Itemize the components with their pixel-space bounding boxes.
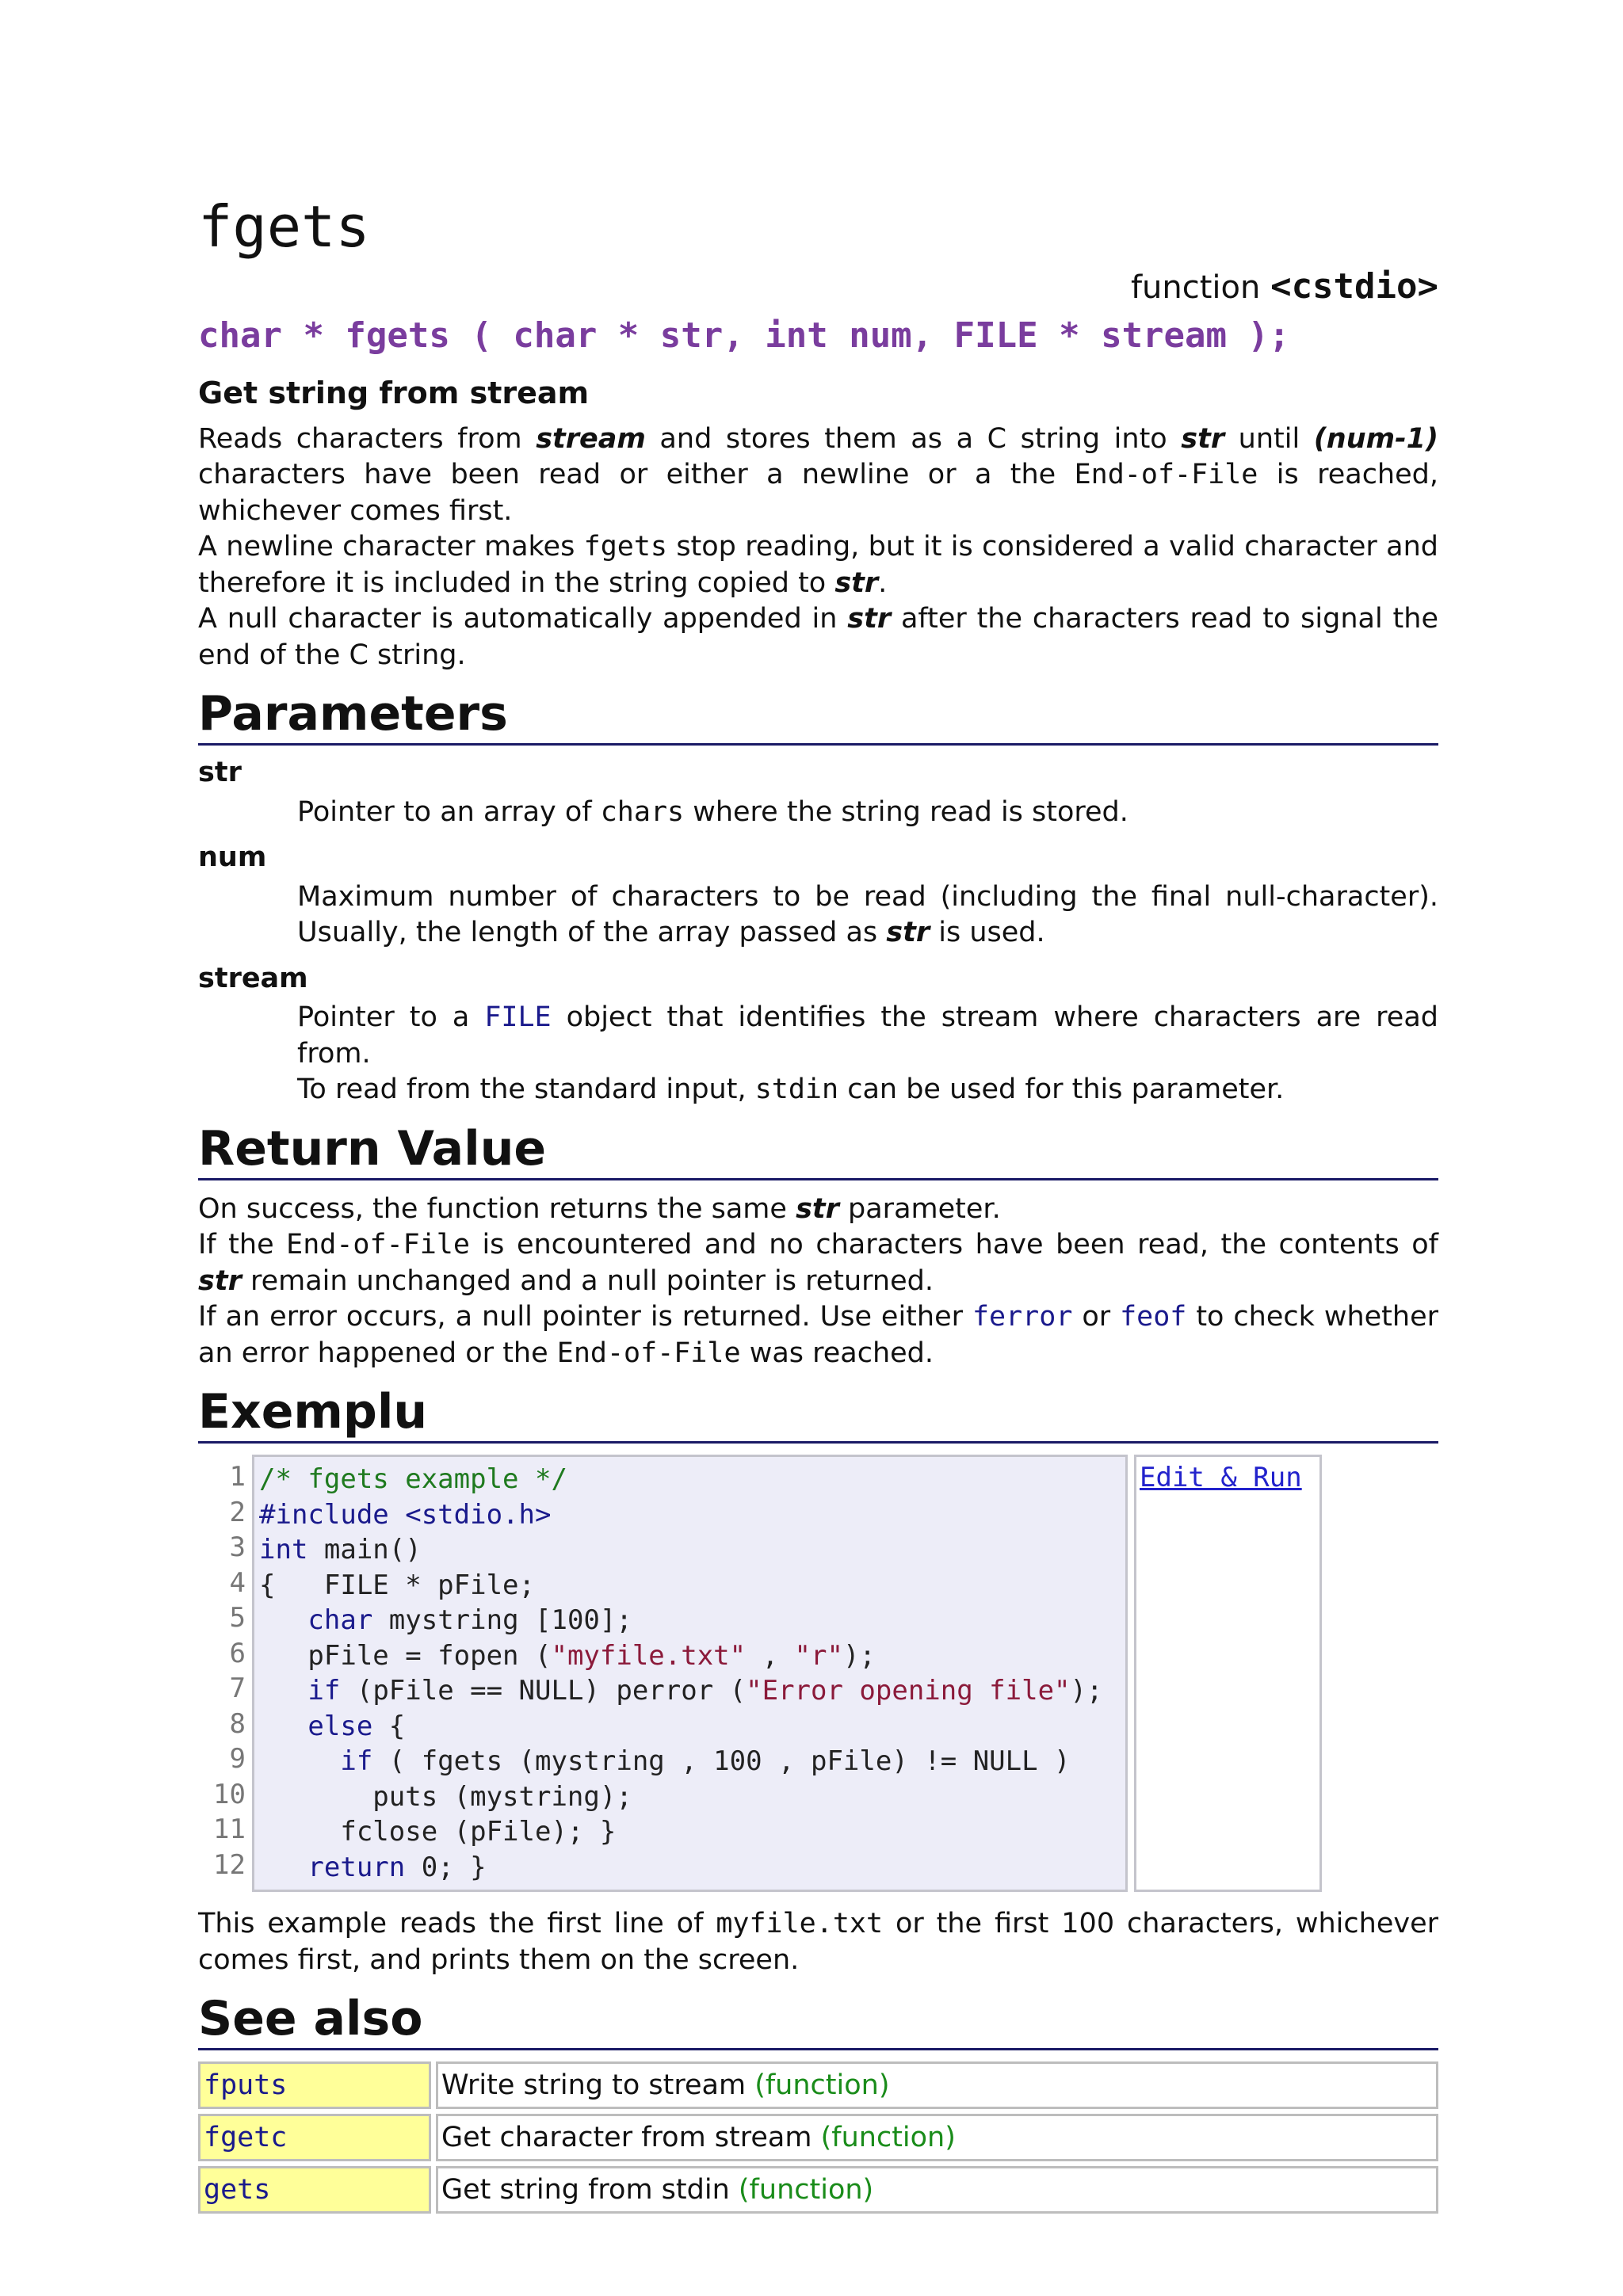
text: or (1072, 1301, 1121, 1333)
table-row (198, 2114, 1438, 2161)
table-row (198, 2061, 1438, 2109)
code-line-5: mystring [100]; (372, 1604, 632, 1637)
code-text: ); (842, 1639, 876, 1672)
param-ref-str: str (1181, 422, 1225, 455)
text: If the (198, 1229, 287, 1261)
code-example (198, 1455, 1438, 1892)
line-number: 5 (229, 1602, 246, 1634)
text: stop reading, but it is considered a valid character and therefore it is included in the string copied to (198, 531, 1438, 599)
section-heading-see-also: See also (198, 1993, 1438, 2050)
code-line-3: main() (307, 1534, 422, 1566)
table-row (198, 2166, 1438, 2214)
text: is encountered and no characters have been read, the contents of (469, 1229, 1438, 1261)
code-keyword: char (307, 1604, 373, 1637)
param-ref-str: str (198, 1264, 242, 1297)
line-number: 3 (229, 1531, 246, 1564)
line-number: 1 (229, 1461, 246, 1493)
text: object that identifies the stream where characters are read from. (297, 1001, 1438, 1070)
short-description: Get string from stream (198, 375, 590, 410)
ferror-link[interactable]: ferror (972, 1301, 1073, 1333)
line-number: 10 (213, 1778, 246, 1810)
code-line-4: { FILE * pFile; (259, 1569, 535, 1601)
text: until (1224, 422, 1314, 455)
param-ref-str: str (847, 603, 892, 635)
text: parameter. (838, 1192, 1001, 1225)
param-name-stream: stream (198, 962, 308, 994)
line-number: 2 (229, 1496, 246, 1528)
text: can be used for this parameter. (838, 1074, 1285, 1106)
code-keyword: return (307, 1851, 406, 1883)
return-paragraph-3 (198, 1299, 1438, 1371)
line-number: 6 (229, 1637, 246, 1669)
code-line-6: pFile = fopen ( (259, 1639, 552, 1672)
see-also-desc (436, 2114, 1438, 2161)
code-text: , (746, 1639, 795, 1672)
function-header-line (198, 266, 1438, 308)
stdin-code: stdin (754, 1074, 839, 1106)
section-heading-parameters: Parameters (198, 688, 1438, 746)
code-text: ); (1070, 1675, 1103, 1707)
code-string: "r" (794, 1639, 843, 1672)
text: . (878, 566, 888, 599)
header-name: <cstdio> (1270, 266, 1438, 307)
param-ref-str: str (886, 917, 930, 949)
eof-code: End-of-File (1074, 459, 1258, 491)
text: and stores them as a C string into (645, 422, 1182, 455)
text: Write string to stream (441, 2069, 747, 2102)
line-number: 9 (229, 1743, 246, 1775)
code-line-2: #include <stdio.h> (259, 1498, 552, 1531)
param-name-str: str (198, 757, 242, 789)
param-desc-stream (297, 1000, 1438, 1108)
code-block[interactable] (252, 1455, 1128, 1892)
text: Maximum number of characters to be read (including the final null-character). Usually, the length of the array passed as (297, 880, 1438, 949)
code-line-8: { (372, 1710, 406, 1742)
description-paragraph-1 (198, 421, 1438, 530)
run-panel (1134, 1455, 1322, 1892)
code-keyword: int (259, 1534, 308, 1566)
code-line-7: (pFile == NULL) perror ( (340, 1675, 747, 1707)
code-line-9: ( fgets (mystring , 100 , pFile) != NULL ) (372, 1745, 1071, 1778)
file-type-link[interactable]: FILE (484, 1001, 552, 1034)
line-number: 7 (229, 1672, 246, 1705)
text: Pointer to an array of (297, 795, 601, 828)
kind-label: (function) (738, 2174, 874, 2206)
text: A newline character makes (198, 531, 584, 563)
code-line-10: puts (mystring); (259, 1780, 632, 1813)
code-line-12: 0; } (405, 1851, 487, 1883)
reference-page (198, 193, 1438, 2218)
text: Get character from stream (441, 2122, 812, 2154)
text: To read from the standard input, (297, 1074, 755, 1106)
return-paragraph-2 (198, 1227, 1438, 1299)
code-keyword: if (307, 1675, 341, 1707)
text: was reached. (740, 1337, 934, 1369)
edit-and-run-link[interactable]: Edit & Run (1140, 1462, 1302, 1494)
function-prototype: char * fgets ( char * str, int num, FILE * stream ); (198, 315, 1290, 356)
kind-label: (function) (754, 2069, 890, 2102)
text: is reached, whichever comes first. (198, 459, 1438, 527)
text: This example reads the first line of (198, 1908, 716, 1940)
section-heading-example: Exemplu (198, 1386, 1438, 1444)
fgets-code: fgets (583, 531, 667, 563)
param-desc-num (297, 879, 1438, 952)
see-also-desc (436, 2061, 1438, 2109)
line-number: 11 (213, 1814, 246, 1846)
param-name-num: num (198, 841, 267, 874)
see-also-link-gets[interactable]: gets (198, 2166, 431, 2214)
param-ref-stream: stream (536, 422, 646, 455)
code-keyword: else (307, 1710, 373, 1742)
return-paragraph-1 (198, 1192, 1438, 1228)
code-line-1: /* fgets example */ (259, 1463, 567, 1496)
param-ref-num: (num-1) (1313, 422, 1438, 455)
text: remain unchanged and a null pointer is returned. (241, 1264, 934, 1297)
text: Pointer to a (297, 1001, 485, 1034)
param-ref-str: str (796, 1192, 839, 1225)
code-string: "myfile.txt" (551, 1639, 747, 1672)
eof-code: End-of-File (556, 1337, 741, 1369)
see-also-link-fgetc[interactable]: fgetc (198, 2114, 431, 2161)
text: is used. (930, 917, 1045, 949)
line-number: 12 (213, 1848, 246, 1881)
see-also-link-fputs[interactable]: fputs (198, 2061, 431, 2109)
description-paragraph-3 (198, 601, 1438, 673)
eof-code: End-of-File (286, 1229, 470, 1261)
page-title: fgets (198, 193, 370, 260)
text: or the first 100 characters, whichever comes first, and prints them on the screen. (198, 1908, 1438, 1976)
text: after the characters read to signal the end of the C string. (198, 603, 1438, 671)
text: On success, the function returns the same (198, 1192, 796, 1225)
code-keyword: if (340, 1745, 373, 1778)
param-desc-str (297, 795, 1438, 831)
line-number: 4 (229, 1566, 246, 1599)
text: A null character is automatically appended in (198, 603, 848, 635)
param-ref-str: str (834, 566, 879, 599)
text: If an error occurs, a null pointer is returned. Use either (198, 1301, 972, 1333)
kind-label: (function) (820, 2122, 956, 2154)
text: Reads characters from (198, 422, 537, 455)
see-also-desc (436, 2166, 1438, 2214)
code-string: "Error opening file" (746, 1675, 1071, 1707)
feof-link[interactable]: feof (1120, 1301, 1187, 1333)
function-label: function (1130, 269, 1261, 306)
text: where the string read is stored. (684, 795, 1128, 828)
line-number: 8 (229, 1707, 246, 1740)
section-heading-return-value: Return Value (198, 1123, 1438, 1180)
see-also-table (193, 2057, 1443, 2218)
chars-code: chars (600, 795, 685, 828)
line-numbers (198, 1455, 252, 1892)
example-explanation (198, 1906, 1438, 1978)
description-paragraph-2 (198, 529, 1438, 601)
code-line-11: fclose (pFile); } (259, 1816, 617, 1848)
text: to check whether an error happened or the (198, 1301, 1438, 1369)
text: characters have been read or either a newline or a the (198, 459, 1075, 491)
text: Get string from stdin (441, 2174, 730, 2206)
filename-code: myfile.txt (716, 1908, 884, 1940)
